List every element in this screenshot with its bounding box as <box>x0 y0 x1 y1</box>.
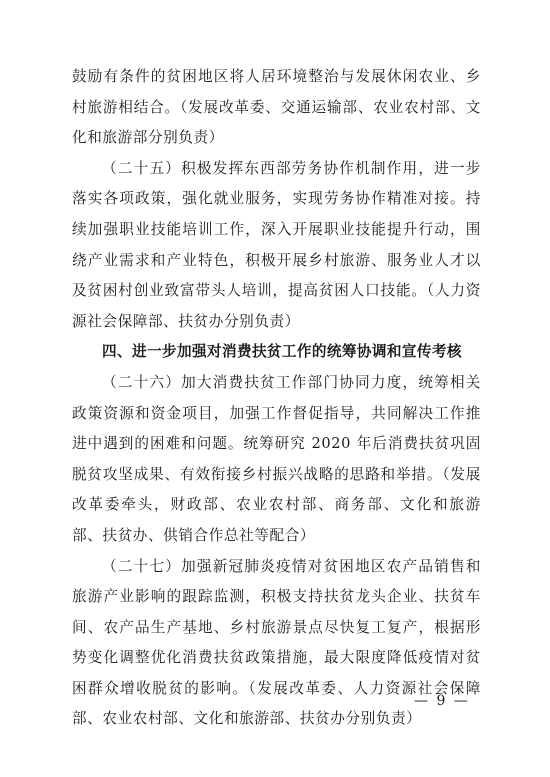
paragraph-continuation: 鼓励有条件的贫困地区将人居环境整治与发展休闲农业、乡村旅游相结合。（发展改革委、交通运输部、农业农村部、文化和旅游部分别负责） <box>72 68 481 147</box>
paragraph-item-27: （二十七）加强新冠肺炎疫情对贫困地区农产品销售和旅游产业影响的跟踪监测，积极支持扶贫龙头企业、扶贫车间、农产品生产基地、乡村旅游景点尽快复工复产，根据形势变化调整优化消费扶贫政策措施，最大限度降低疫情对贫困群众增收脱贫的影响。（发展改革委、人力资源社会保障部、农业农村部、文化和旅游部、扶贫办分别负责） <box>72 557 481 728</box>
section-heading: 四、进一步加强对消费扶贫工作的统筹协调和宣传考核 <box>102 343 462 361</box>
paragraph-item-25: （二十五）积极发挥东西部劳务协作机制作用，进一步落实各项政策，强化就业服务，实现劳务协作精准对接。持续加强职业技能培训工作，深入开展职业技能提升行动，围绕产业需求和产业特色，积极开展乡村旅游、服务业人才以及贫困村创业致富带头人培训，提高贫困人口技能。（人力资源社会保障部、扶贫办分别负责） <box>72 159 481 330</box>
paragraph-item-26: （二十六）加大消费扶贫工作部门协同力度，统筹相关政策资源和资金项目，加强工作督促指导，共同解决工作推进中遇到的困难和问题。统筹研究 2020 年后消费扶贫巩固脱贫攻坚成果、有效衔接乡村振兴战略的思路和举措。（发展改革委牵头，财政部、农业农村部、商务部、文化和旅游部、扶贫办、供销合作总社等配合） <box>72 373 481 544</box>
body-text <box>72 62 481 735</box>
page-number: — 9 — <box>414 693 470 709</box>
